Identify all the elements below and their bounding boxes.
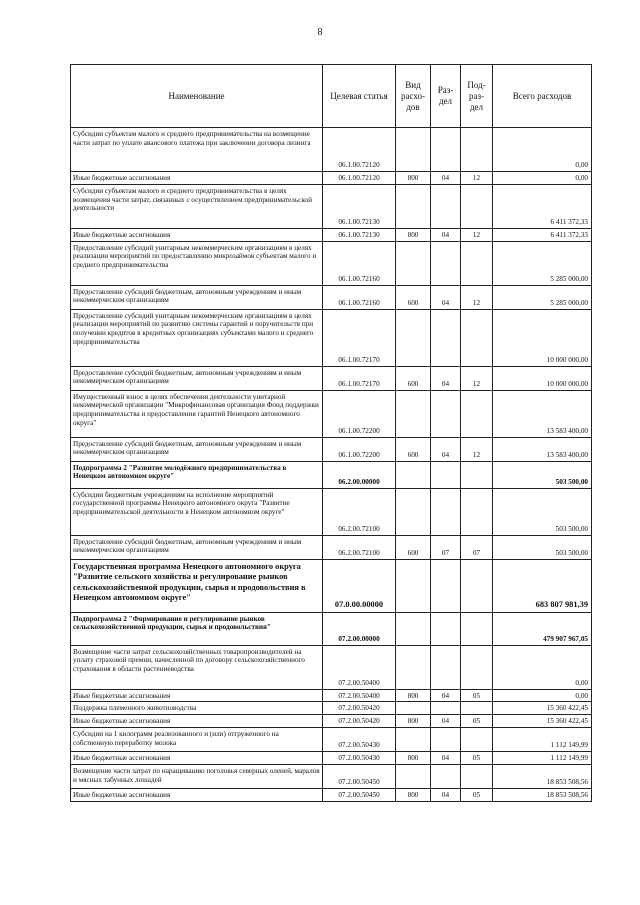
row-code: 07.2.00.50430 <box>323 727 396 751</box>
row-kind <box>396 764 431 788</box>
row-code: 06.1.00.72170 <box>323 366 396 390</box>
row-razdel <box>431 645 461 689</box>
row-total: 503 500,00 <box>493 461 592 488</box>
row-kind <box>396 461 431 488</box>
table-row <box>71 788 592 801</box>
row-kind: 800 <box>396 751 431 764</box>
row-code: 07.2.00.50450 <box>323 764 396 788</box>
row-code: 06.1.00.72170 <box>323 309 396 366</box>
row-name: Возмещение части затрат сельскохозяйственных товаропроизводителей на уплату страховой премии, начисленной по договору сельскохозяйственного страхования в области растениеводства <box>71 645 323 689</box>
row-name: Субсидии субъектам малого и среднего предпринимательства на возмещение части затрат по уплате авансового платежа при заключении договора лизинга <box>71 128 323 172</box>
table-row <box>71 612 592 645</box>
row-podrazdel <box>461 488 493 535</box>
row-podrazdel <box>461 241 493 285</box>
row-kind: 800 <box>396 228 431 241</box>
row-razdel <box>431 461 461 488</box>
row-kind: 600 <box>396 285 431 309</box>
row-podrazdel <box>461 645 493 689</box>
row-code: 06.2.00.00000 <box>323 461 396 488</box>
row-razdel: 04 <box>431 689 461 702</box>
row-podrazdel: 07 <box>461 535 493 559</box>
table-row <box>71 172 592 185</box>
row-podrazdel <box>461 128 493 172</box>
row-total: 1 112 149,99 <box>493 751 592 764</box>
table-row <box>71 488 592 535</box>
row-code: 07.2.00.50420 <box>323 715 396 728</box>
row-podrazdel <box>461 702 493 715</box>
row-razdel: 04 <box>431 715 461 728</box>
table-header-row <box>71 65 592 128</box>
row-kind <box>396 241 431 285</box>
table-row <box>71 184 592 228</box>
row-razdel: 04 <box>431 788 461 801</box>
header-total: Всего расходов <box>493 65 592 128</box>
row-code: 06.1.00.72160 <box>323 241 396 285</box>
row-code: 07.2.00.50450 <box>323 788 396 801</box>
row-code: 06.1.00.72120 <box>323 172 396 185</box>
row-razdel <box>431 309 461 366</box>
row-total: 683 807 981,39 <box>493 559 592 612</box>
row-razdel <box>431 702 461 715</box>
row-kind <box>396 645 431 689</box>
row-total: 0,00 <box>493 645 592 689</box>
table-row <box>71 559 592 612</box>
row-razdel: 04 <box>431 228 461 241</box>
row-code: 07.2.00.50400 <box>323 645 396 689</box>
row-total: 503 500,00 <box>493 535 592 559</box>
table-row <box>71 702 592 715</box>
row-total: 13 583 400,00 <box>493 437 592 461</box>
row-name: Поддержка племенного животноводства <box>71 702 323 715</box>
row-name: Предоставление субсидий бюджетным, автономным учреждениям и иным некоммерческим организациям <box>71 535 323 559</box>
row-name: Предоставление субсидий бюджетным, автономным учреждениям и иным некоммерческим организациям <box>71 285 323 309</box>
table-row <box>71 228 592 241</box>
row-razdel: 04 <box>431 172 461 185</box>
table-row <box>71 535 592 559</box>
row-name: Предоставление субсидий унитарным некоммерческим организациям в целях реализации мероприятий по предоставлению микрозаймов субъектам малого и среднего предпринимательства <box>71 241 323 285</box>
row-code: 06.1.00.72160 <box>323 285 396 309</box>
row-kind <box>396 128 431 172</box>
row-kind <box>396 184 431 228</box>
row-kind: 800 <box>396 172 431 185</box>
row-podrazdel: 05 <box>461 788 493 801</box>
table-row <box>71 751 592 764</box>
row-code: 07.2.00.50430 <box>323 751 396 764</box>
row-code: 06.2.00.72100 <box>323 488 396 535</box>
row-code: 07.2.00.00000 <box>323 612 396 645</box>
row-kind: 800 <box>396 715 431 728</box>
row-name: Иные бюджетные ассигнования <box>71 228 323 241</box>
row-name: Имущественный взнос в целях обеспечения деятельности унитарной некоммерческой организации "Микрофинансовая организация Фонд поддержки предпринимательства и предоставления гарантий Ненецкого автономного округа" <box>71 390 323 437</box>
row-code: 07.2.00.50420 <box>323 702 396 715</box>
row-podrazdel: 12 <box>461 285 493 309</box>
budget-table <box>70 64 592 802</box>
row-podrazdel: 12 <box>461 228 493 241</box>
header-kind: Вид расхо-дов <box>396 65 431 128</box>
header-podrazdel: Под-раз-дел <box>461 65 493 128</box>
row-name: Предоставление субсидий бюджетным, автономным учреждениям и иным некоммерческим организациям <box>71 366 323 390</box>
table-row <box>71 764 592 788</box>
table-row <box>71 309 592 366</box>
row-total: 503 500,00 <box>493 488 592 535</box>
row-total: 6 411 372,33 <box>493 228 592 241</box>
row-razdel <box>431 612 461 645</box>
row-kind <box>396 559 431 612</box>
row-code: 06.1.00.72120 <box>323 128 396 172</box>
row-podrazdel <box>461 390 493 437</box>
row-razdel: 04 <box>431 751 461 764</box>
row-total: 15 360 422,45 <box>493 715 592 728</box>
row-podrazdel: 05 <box>461 715 493 728</box>
row-razdel: 04 <box>431 285 461 309</box>
row-kind: 600 <box>396 437 431 461</box>
row-razdel <box>431 390 461 437</box>
table-row <box>71 437 592 461</box>
row-total: 5 285 000,00 <box>493 241 592 285</box>
row-kind <box>396 309 431 366</box>
row-kind <box>396 612 431 645</box>
row-total: 479 907 967,05 <box>493 612 592 645</box>
table-row <box>71 689 592 702</box>
row-code: 06.1.00.72200 <box>323 390 396 437</box>
table-row <box>71 461 592 488</box>
row-code: 06.1.00.72200 <box>323 437 396 461</box>
row-razdel <box>431 128 461 172</box>
row-name: Подпрограмма 2 "Развитие молодёжного предпринимательства в Ненецком автономном округе" <box>71 461 323 488</box>
row-total: 0,00 <box>493 689 592 702</box>
row-podrazdel <box>461 764 493 788</box>
row-code: 06.2.00.72100 <box>323 535 396 559</box>
row-code: 06.1.00.72130 <box>323 228 396 241</box>
table-row <box>71 715 592 728</box>
row-total: 10 000 000,00 <box>493 309 592 366</box>
row-razdel <box>431 488 461 535</box>
table-row <box>71 727 592 751</box>
row-podrazdel <box>461 309 493 366</box>
row-total: 13 583 400,00 <box>493 390 592 437</box>
row-kind <box>396 488 431 535</box>
table-row <box>71 241 592 285</box>
row-razdel: 07 <box>431 535 461 559</box>
table-row <box>71 390 592 437</box>
row-name: Иные бюджетные ассигнования <box>71 172 323 185</box>
row-kind: 800 <box>396 788 431 801</box>
row-code: 06.1.00.72130 <box>323 184 396 228</box>
row-name: Иные бюджетные ассигнования <box>71 715 323 728</box>
row-total: 1 112 149,99 <box>493 727 592 751</box>
row-total: 0,00 <box>493 128 592 172</box>
row-razdel <box>431 559 461 612</box>
row-podrazdel: 05 <box>461 751 493 764</box>
row-razdel <box>431 184 461 228</box>
row-razdel: 04 <box>431 437 461 461</box>
row-total: 5 285 000,00 <box>493 285 592 309</box>
row-total: 10 000 000,00 <box>493 366 592 390</box>
row-name: Иные бюджетные ассигнования <box>71 751 323 764</box>
row-razdel <box>431 241 461 285</box>
row-razdel <box>431 764 461 788</box>
table-row <box>71 285 592 309</box>
row-kind <box>396 702 431 715</box>
row-name: Иные бюджетные ассигнования <box>71 689 323 702</box>
row-name: Субсидии субъектам малого и среднего предпринимательства в целях возмещения части затрат, связанных с осуществлением предпринимательской деятельности <box>71 184 323 228</box>
row-total: 18 853 508,56 <box>493 764 592 788</box>
row-podrazdel: 12 <box>461 172 493 185</box>
header-razdel: Раз-дел <box>431 65 461 128</box>
row-podrazdel: 05 <box>461 689 493 702</box>
row-kind: 800 <box>396 689 431 702</box>
row-total: 0,00 <box>493 172 592 185</box>
row-podrazdel: 12 <box>461 366 493 390</box>
row-name: Предоставление субсидий унитарным некоммерческим организациям в целях реализации мероприятий по развитию системы гарантий и поручительств при получении кредитов в кредитных организациях субъектами малого и среднего предпринимательства <box>71 309 323 366</box>
row-name: Возмещение части затрат по наращиванию поголовья северных оленей, маралов и мясных табунных лошадей <box>71 764 323 788</box>
row-podrazdel <box>461 184 493 228</box>
row-name: Государственная программа Ненецкого автономного округа "Развитие сельского хозяйства и регулирование рынков сельскохозяйственной продукции, сырья и продовольствия в Ненецком автономном округе" <box>71 559 323 612</box>
table-row <box>71 366 592 390</box>
row-razdel <box>431 727 461 751</box>
table-row <box>71 645 592 689</box>
row-total: 18 853 508,56 <box>493 788 592 801</box>
row-podrazdel <box>461 612 493 645</box>
row-kind <box>396 727 431 751</box>
row-podrazdel <box>461 461 493 488</box>
row-podrazdel: 12 <box>461 437 493 461</box>
row-podrazdel <box>461 559 493 612</box>
row-podrazdel <box>461 727 493 751</box>
header-code: Целевая статья <box>323 65 396 128</box>
page-number: 8 <box>317 27 323 38</box>
table-row <box>71 128 592 172</box>
row-kind: 600 <box>396 535 431 559</box>
row-name: Подпрограмма 2 "Формирование и регулирование рынков сельскохозяйственной продукции, сырья и продовольствия" <box>71 612 323 645</box>
row-razdel: 04 <box>431 366 461 390</box>
header-name: Наименование <box>71 65 323 128</box>
row-kind <box>396 390 431 437</box>
row-kind: 600 <box>396 366 431 390</box>
row-code: 07.2.00.50400 <box>323 689 396 702</box>
row-name: Субсидии бюджетным учреждениям на исполнение мероприятий государственной программы Ненецкого автономного округа "Развитие предпринимательской деятельности в Ненецком автономном округе" <box>71 488 323 535</box>
row-total: 15 360 422,45 <box>493 702 592 715</box>
row-total: 6 411 372,33 <box>493 184 592 228</box>
row-code: 07.0.00.00000 <box>323 559 396 612</box>
row-name: Предоставление субсидий бюджетным, автономным учреждениям и иным некоммерческим организациям <box>71 437 323 461</box>
row-name: Иные бюджетные ассигнования <box>71 788 323 801</box>
row-name: Субсидии на 1 килограмм реализованного и (или) отгруженного на собственную переработку молока <box>71 727 323 751</box>
